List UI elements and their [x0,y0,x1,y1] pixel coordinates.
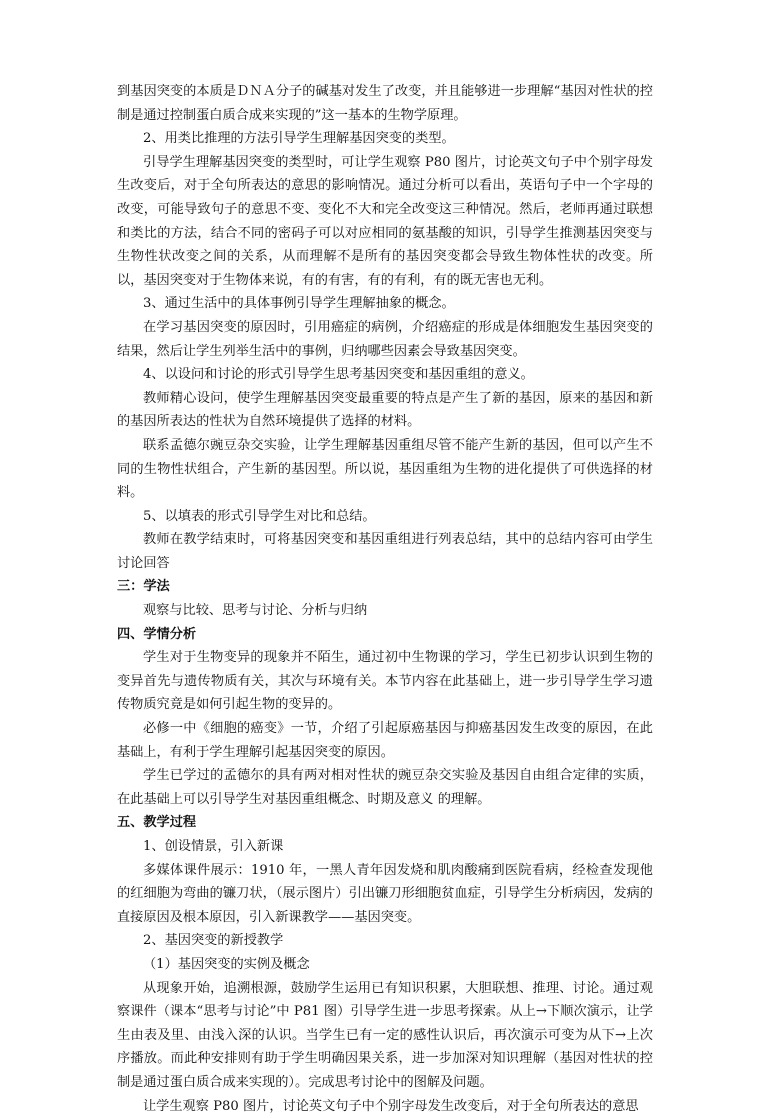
paragraph: （1）基因突变的实例及概念 [143,956,310,972]
section-heading: 三：学法 [117,579,170,595]
paragraph: 5、以填表的形式引导学生对比和总结。 [143,508,376,524]
document-page [117,80,653,1118]
paragraph: 2、用类比推理的方法引导学生理解基因突变的类型。 [143,131,455,147]
paragraph: 从现象开始，追溯根源，鼓励学生运用已有知识积累，大胆联想、推理、讨论。通过观察课件（课本“思考与讨论”中 P81 图）引导学生进一步思考探索。从上→下顺次演示，让学生由表及里、由浅入深的认识。当学生已有一定的感性认识后，再次演示可变为从下→上次序播放。而此种安排则有助于学生明确因果关系，进一步加深对知识理解（基因对性状的控制是通过蛋白质合成来实现的）。完成思考讨论中的图解及问题。 [117,980,653,1090]
paragraph: 学生对于生物变异的现象并不陌生，通过初中生物课的学习，学生已初步认识到生物的变异首先与遗传物质有关，其次与环境有关。本节内容在此基础上，进一步引导学生学习遗传物质究竟是如何引起生物的变异的。 [117,650,653,713]
paragraph: 观察与比较、思考与讨论、分析与归纳 [143,603,368,619]
paragraph: 1、创设情景，引入新课 [143,839,284,854]
paragraph: 引导学生理解基因突变的类型时，可让学生观察 P80 图片，讨论英文句子中个别字母发生改变后，对于全句所表达的意思的影响情况。通过分析可以看出，英语句子中一个字母的改变，可能导致句子的意思不变、变化不大和完全改变这三种情况。然后，老师再通过联想和类比的方法，结合不同的密码子可以对应相同的氨基酸的知识，引导学生推测基因突变与生物性状改变之间的关系，从而理解不是所有的基因突变都会导致生物体性状的改变。所以，基因突变对于生物体来说，有的有害，有的有利，有的既无害也无利。 [117,154,653,288]
paragraph: 到基因突变的本质是ＤＮＡ分子的碱基对发生了改变，并且能够进一步理解“基因对性状的控制是通过控制蛋白质合成来实现的”这一基本的生物学原理。 [117,84,653,123]
paragraph: 让学生观察 P80 图片，讨论英文句子中个别字母发生改变后，对于全句所表达的意思 [143,1098,639,1114]
paragraph: 3、通过生活中的具体事例引导学生理解抽象的概念。 [143,296,455,312]
paragraph: 必修一中《细胞的癌变》一节，介绍了引起原癌基因与抑癌基因发生改变的原因，在此基础上，有利于学生理解引起基因突变的原因。 [117,721,653,760]
paragraph: 多媒体课件展示：1910 年，一黑人青年因发烧和肌肉酸痛到医院看病，经检查发现他的红细胞为弯曲的镰刀状，（展示图片）引出镰刀形细胞贫血症，引导学生分析病因，发病的直接原因及根本原因，引入新课教学——基因突变。 [117,862,653,925]
section-heading: 五、教学过程 [117,815,197,831]
paragraph: 联系孟德尔豌豆杂交实验，让学生理解基因重组尽管不能产生新的基因，但可以产生不同的生物性状组合，产生新的基因型。所以说，基因重组为生物的进化提供了可供选择的材料。 [117,437,653,501]
paragraph: 2、基因突变的新授教学 [143,933,284,949]
section-heading: 四、学情分析 [117,626,197,642]
paragraph: 学生已学过的孟德尔的具有两对相对性状的豌豆杂交实验及基因自由组合定律的实质，在此基础上可以引导学生对基因重组概念、时期及意义 的理解。 [117,768,653,807]
paragraph: 4、以设问和讨论的形式引导学生思考基因突变和基因重组的意义。 [143,367,534,383]
paragraph: 教师精心设问，使学生理解基因突变最重要的特点是产生了新的基因，原来的基因和新的基因所表达的性状为自然环境提供了选择的材料。 [117,390,653,430]
paragraph: 教师在教学结束时，可将基因突变和基因重组进行列表总结，其中的总结内容可由学生讨论回答 [117,532,653,571]
paragraph: 在学习基因突变的原因时，引用癌症的病例，介绍癌症的形成是体细胞发生基因突变的结果，然后让学生列举生活中的事例，归纳哪些因素会导致基因突变。 [117,319,653,359]
